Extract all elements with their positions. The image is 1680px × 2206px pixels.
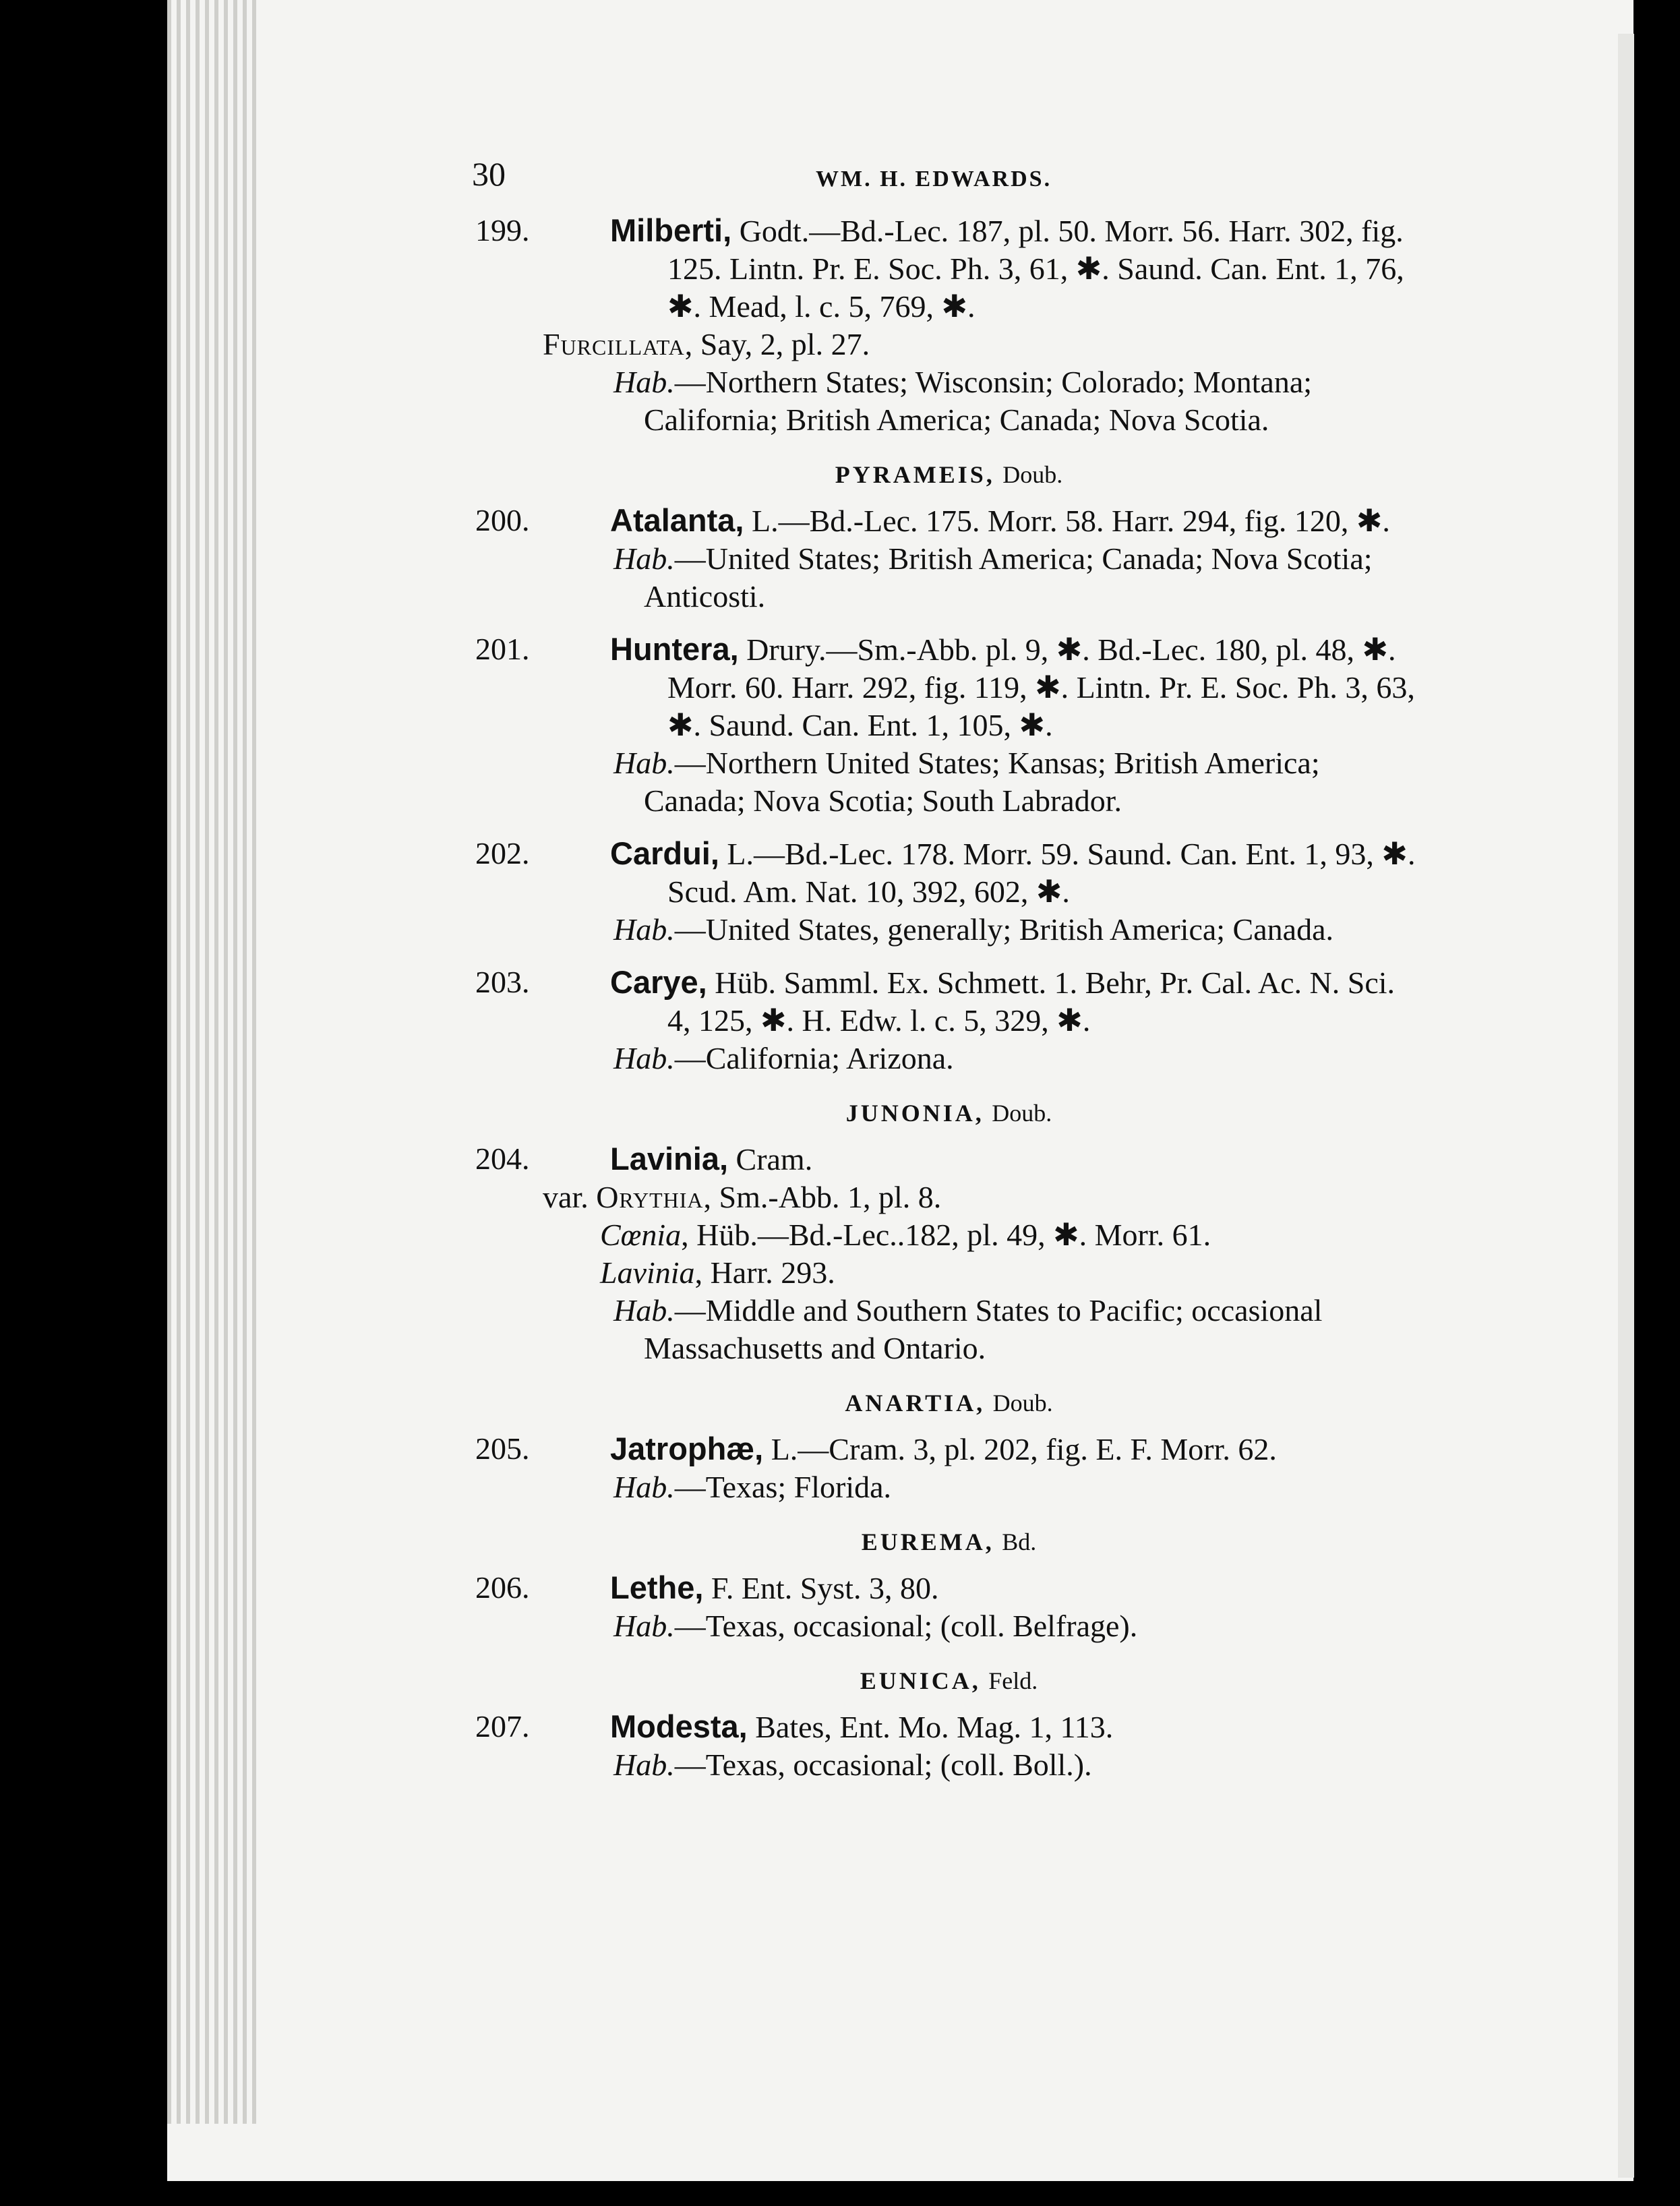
genus-heading [475,1660,1422,1700]
citation-text: Godt.—Bd.-Lec. 187, pl. 50. Morr. 56. Harr. 302, [739,214,1354,248]
page-content [472,155,1422,1799]
opposite-page-edge [1618,34,1634,2178]
synonym-line [475,326,1422,363]
entry-number: 206. [475,1570,530,1605]
habitat-label: Hab. [613,1293,675,1328]
habitat-text: —Middle and Southern States to Pacific; occasional Massachusetts and Ontario. [644,1293,1323,1365]
habitat-text: —Northern States; Wisconsin; Colorado; Montana; California; British America; Canada; Nova Scotia. [644,365,1313,437]
synonym-name: Cœnia [600,1218,682,1252]
entry-citation [610,630,1422,744]
genus-heading [475,1092,1422,1132]
species-name: Milberti, [610,212,732,248]
page-stack-edge [224,0,228,2124]
entry-number: 205. [475,1431,530,1466]
page-stack-edge [196,0,200,2124]
genus-heading [475,1382,1422,1422]
variety-line [475,1179,1422,1216]
synonym-citation: , Harr. 293. [694,1255,835,1290]
page-stack-edge [177,0,181,2124]
habitat-line [475,363,1422,439]
species-entry-204 [475,1140,1422,1367]
synonym-name: Furcillata [543,327,685,361]
species-name: Huntera, [610,631,739,667]
synonym-name: Lavinia [600,1255,695,1290]
entry-number: 207. [475,1709,530,1743]
habitat-text: —Texas, occasional; (coll. Belfrage). [674,1609,1138,1643]
citation-text: L.—Cram. 3, pl. 202, fig. E. F. Morr. 62. [771,1432,1277,1466]
entry-citation [610,212,1422,326]
habitat-line [475,1040,1422,1077]
entry-number: 203. [475,965,530,999]
page-stack-edge [214,0,218,2124]
entry-number: 202. [475,836,530,870]
species-entry-207 [475,1708,1422,1784]
entry-citation [610,963,1422,1040]
species-entry-199 [475,212,1422,439]
species-name: Cardui, [610,835,719,871]
species-name: Lethe, [610,1570,704,1605]
synonym-citation: , Say, 2, pl. 27. [684,327,870,361]
synonym-line [475,1216,1422,1254]
genus-name: PYRAMEIS, [835,461,995,488]
entry-number: 200. [475,503,530,537]
genus-author: Feld. [988,1667,1038,1694]
habitat-text: —Texas, occasional; (coll. Boll.). [674,1748,1092,1782]
habitat-text: —California; Arizona. [674,1041,954,1075]
page-number: 30 [472,155,506,193]
entry-citation [610,1140,1422,1179]
habitat-line [475,1468,1422,1506]
genus-author: Doub. [1002,461,1063,488]
habitat-text: —United States; British America; Canada; Nova Scotia; Anticosti. [644,541,1373,614]
entry-citation [610,1569,1422,1607]
citation-text: F. Ent. Syst. 3, 80. [711,1571,939,1605]
species-entry-202 [475,835,1422,949]
entry-number: 199. [475,213,530,247]
synonym-citation: , Hüb.—Bd.-Lec..182, pl. 49, ✱. Morr. 61. [681,1218,1211,1252]
entry-number: 204. [475,1141,530,1176]
species-name: Modesta, [610,1708,748,1744]
habitat-label: Hab. [613,1609,675,1643]
habitat-line [475,1746,1422,1784]
page-header [472,155,1422,196]
genus-heading [475,1521,1422,1561]
genus-name: EUREMA, [861,1528,994,1555]
variety-citation: , Sm.-Abb. 1, pl. 8. [703,1180,942,1214]
habitat-label: Hab. [613,746,675,780]
species-entry-201 [475,630,1422,820]
habitat-label: Hab. [613,365,675,399]
citation-text: Bates, Ent. Mo. Mag. 1, 113. [755,1710,1114,1744]
habitat-label: Hab. [613,541,675,576]
entry-citation [610,1430,1422,1468]
habitat-text: —Northern United States; Kansas; British America; Canada; Nova Scotia; South Labrador. [644,746,1320,818]
species-name: Atalanta, [610,502,744,538]
species-name: Carye, [610,964,707,1000]
genus-name: ANARTIA, [845,1390,986,1417]
habitat-text: —Texas; Florida. [674,1470,892,1504]
genus-name: JUNONIA, [845,1100,984,1127]
habitat-line [475,744,1422,820]
citation-text: L.—Bd.-Lec. 178. Morr. 59. Saund. Can. Ent. 1, 93, ✱. Scud. Am. Nat. 10, 392, 602, ✱. [667,837,1416,909]
habitat-label: Hab. [613,1470,675,1504]
genus-name: EUNICA, [860,1667,981,1694]
citation-text: Ent. 1, 76, ✱. Mead, l. c. 5, 769, ✱. [667,251,1404,324]
citation-text: fig. 125. Lintn. Pr. E. Soc. Ph. 3, 61, ✱. Saund. Can. [667,214,1404,286]
page-stack-edge [243,0,247,2124]
genus-author: Bd. [1002,1528,1037,1555]
citation-text: Drury.—Sm.-Abb. pl. 9, ✱. Bd.-Lec. 180, pl. 48, ✱. Morr. 60. Harr. 292, fig. 119, ✱. Lintn. Pr. E. Soc. Ph. 3, 63, ✱. Saund. Can. Ent. 1, 105, ✱. [667,632,1415,742]
habitat-label: Hab. [613,1748,675,1782]
species-name: Jatrophæ, [610,1431,764,1466]
variety-prefix: var. [543,1180,589,1214]
entry-citation [610,1708,1422,1746]
citation-text: Cram. [736,1142,813,1176]
variety-name: Orythia [596,1180,704,1214]
entry-number: 201. [475,632,530,666]
genus-author: Doub. [992,1100,1052,1127]
citation-text: Hüb. Samml. Ex. Schmett. 1. Behr, Pr. Cal. Ac. N. Sci. 4, 125, ✱. H. Edw. l. c. 5, 329, ✱. [667,965,1396,1038]
entry-citation [610,502,1422,540]
page-stack-edge [186,0,190,2124]
habitat-line [475,540,1422,616]
genus-heading [475,454,1422,494]
genus-author: Doub. [992,1390,1053,1417]
habitat-line [475,1607,1422,1645]
page-stack-edge [205,0,209,2124]
page-stack-edge [167,0,171,2124]
page-stack-edge [252,0,256,2124]
running-head: WM. H. EDWARDS. [816,167,1052,191]
species-entry-200 [475,502,1422,616]
entry-citation [610,835,1422,911]
habitat-label: Hab. [613,912,675,947]
species-entry-206 [475,1569,1422,1645]
habitat-label: Hab. [613,1041,675,1075]
citation-text: L.—Bd.-Lec. 175. Morr. 58. Harr. 294, fig. 120, ✱. [752,504,1390,538]
habitat-line [475,911,1422,949]
species-name: Lavinia, [610,1141,729,1176]
species-entry-203 [475,963,1422,1077]
habitat-text: —United States, generally; British America; Canada. [674,912,1333,947]
page-stack-edge [233,0,237,2124]
habitat-line [475,1292,1422,1367]
species-entry-205 [475,1430,1422,1506]
synonym-line [475,1254,1422,1292]
